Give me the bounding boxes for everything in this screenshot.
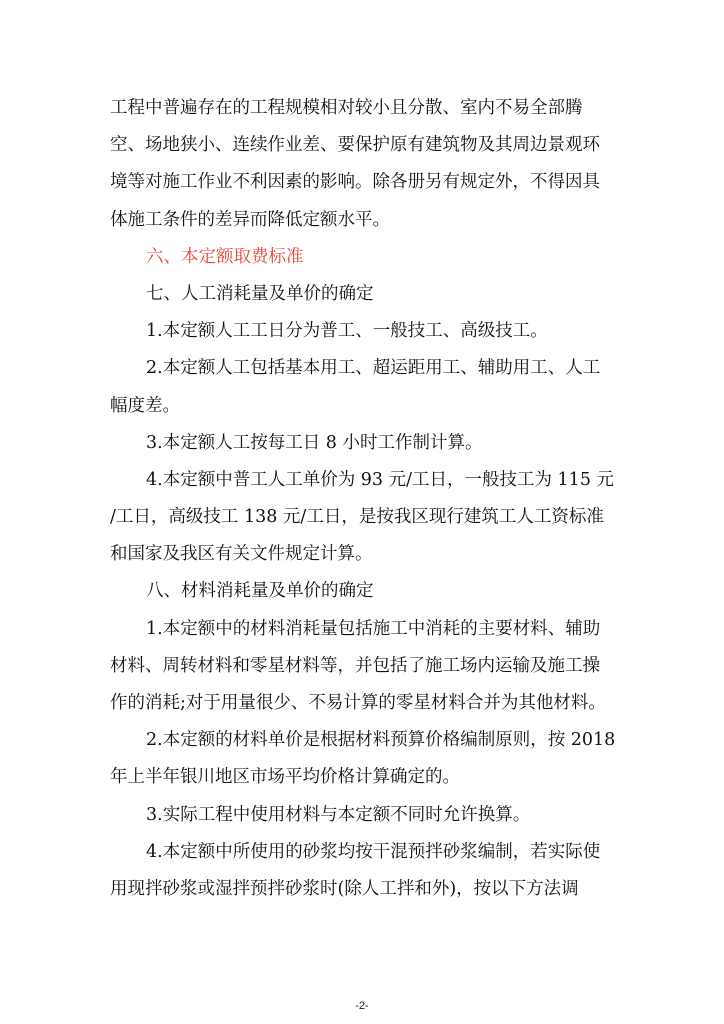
text-line: 年上半年银川地区市场平均价格计算确定的。 xyxy=(110,767,460,788)
text-line: /工日，高级技工 138 元/工日，是按我区现行建筑工人工资标准 xyxy=(110,507,604,528)
text-line: 3.本定额人工按每工日 8 小时工作制计算。 xyxy=(146,432,483,453)
text-line: 4.本定额中普工人工单价为 93 元/工日，一般技工为 115 元 xyxy=(146,469,615,490)
text-line: 和国家及我区有关文件规定计算。 xyxy=(110,544,373,565)
text-line: 七、人工消耗量及单价的确定 xyxy=(146,283,374,304)
text-line: 作的消耗;对于用量很少、不易计算的零星材料合并为其他材料。 xyxy=(110,693,606,713)
text-line: 2.本定额的材料单价是根据材料预算价格编制原则，按 2018 xyxy=(146,730,616,751)
text-line: 体施工条件的差异而降低定额水平。 xyxy=(110,209,390,230)
text-line: 境等对施工作业不利因素的影响。除各册另有规定外，不得因具 xyxy=(110,172,600,193)
section-heading-line: 六、本定额取费标准 xyxy=(146,246,304,267)
document-body xyxy=(110,90,616,908)
text-line: 3.实际工程中使用材料与本定额不同时允许换算。 xyxy=(146,804,531,825)
text-line: 1.本定额人工工日分为普工、一般技工、高级技工。 xyxy=(146,321,548,342)
text-line: 4.本定额中所使用的砂浆均按干混预拌砂浆编制，若实际使 xyxy=(146,841,601,862)
text-line: 2.本定额人工包括基本用工、超运距用工、辅助用工、人工 xyxy=(146,358,601,379)
text-line: 1.本定额中的材料消耗量包括施工中消耗的主要材料、辅助 xyxy=(146,618,601,639)
text-line: 空、场地狭小、连续作业差、要保护原有建筑物及其周边景观环 xyxy=(110,135,600,156)
text-line: 八、材料消耗量及单价的确定 xyxy=(146,581,374,602)
page-number: -2- xyxy=(355,1000,369,1012)
text-line: 幅度差。 xyxy=(110,395,180,416)
text-line: 工程中普遍存在的工程规模相对较小且分散、室内不易全部腾 xyxy=(110,98,583,118)
text-line: 用现拌砂浆或湿拌预拌砂浆时(除人工拌和外)，按以下方法调 xyxy=(110,878,579,899)
text-line: 材料、周转材料和零星材料等，并包括了施工场内运输及施工操 xyxy=(110,655,600,676)
